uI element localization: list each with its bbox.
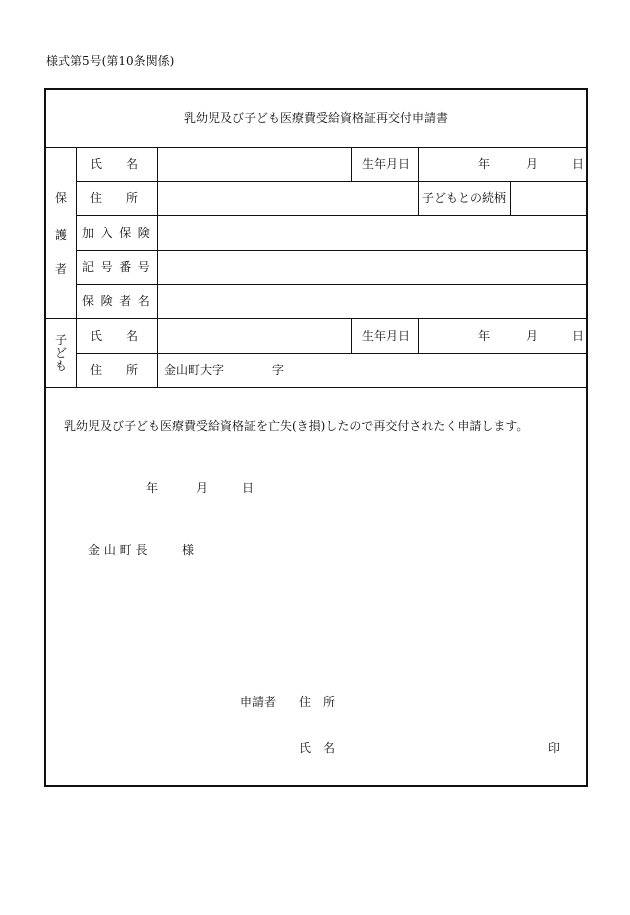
col-divider — [510, 181, 511, 215]
child-label-char: 子 — [54, 333, 67, 347]
insurer-name-label: 保険者名 — [82, 294, 157, 308]
col-divider — [351, 318, 352, 353]
row-divider — [76, 353, 586, 354]
applicant-label: 申請者 — [240, 695, 277, 709]
guardian-birth-year: 年 — [478, 157, 491, 171]
applicant-name-label: 氏 名 — [299, 741, 336, 755]
child-birthdate-label: 生年月日 — [362, 329, 411, 343]
honorific: 様 — [182, 543, 195, 557]
application-form — [44, 88, 588, 787]
section-divider — [46, 318, 586, 319]
form-title: 乳幼児及び子ども医療費受給資格証再交付申請書 — [183, 111, 448, 125]
child-address-suffix: 字 — [272, 363, 285, 377]
symbol-number-label: 記号番号 — [82, 260, 157, 274]
seal-mark: 印 — [548, 741, 561, 755]
date-year: 年 — [146, 481, 159, 495]
guardian-label-char: 保 — [54, 191, 67, 205]
guardian-birthdate-label: 生年月日 — [362, 157, 411, 171]
child-address-label: 住 所 — [90, 363, 139, 377]
col-divider — [157, 147, 158, 387]
col-divider — [418, 147, 419, 215]
date-month: 月 — [196, 481, 209, 495]
guardian-birth-month: 月 — [526, 157, 539, 171]
row-divider — [76, 284, 586, 285]
child-birth-year: 年 — [478, 329, 491, 343]
child-address-prefix: 金山町大字 — [164, 363, 225, 377]
guardian-address-label: 住 所 — [90, 191, 139, 205]
row-divider — [76, 215, 586, 216]
col-divider — [418, 318, 419, 353]
child-name-label: 氏 名 — [90, 329, 139, 343]
guardian-birth-day: 日 — [572, 157, 585, 171]
col-divider — [351, 147, 352, 181]
guardian-label-char: 者 — [54, 262, 67, 276]
guardian-name-label: 氏 名 — [90, 157, 139, 171]
col-divider — [76, 147, 77, 387]
guardian-relation-label: 子どもとの続柄 — [422, 191, 507, 205]
applicant-address-label: 住 所 — [299, 695, 336, 709]
row-divider — [76, 250, 586, 251]
date-day: 日 — [242, 481, 255, 495]
guardian-label-char: 護 — [54, 228, 67, 242]
form-number: 様式第5号(第10条関係) — [46, 54, 175, 68]
request-statement: 乳幼児及び子ども医療費受給資格証を亡失(き損)したので再交付されたく申請します。 — [64, 419, 529, 433]
addressee: 金 山 町 長 — [88, 543, 148, 557]
child-label-char: ど — [54, 346, 67, 360]
child-birth-day: 日 — [572, 329, 585, 343]
table-bottom — [46, 387, 586, 388]
child-birth-month: 月 — [526, 329, 539, 343]
insurance-type-label: 加入保険 — [82, 226, 157, 240]
child-label-char: も — [54, 359, 67, 373]
title-divider — [46, 147, 586, 148]
